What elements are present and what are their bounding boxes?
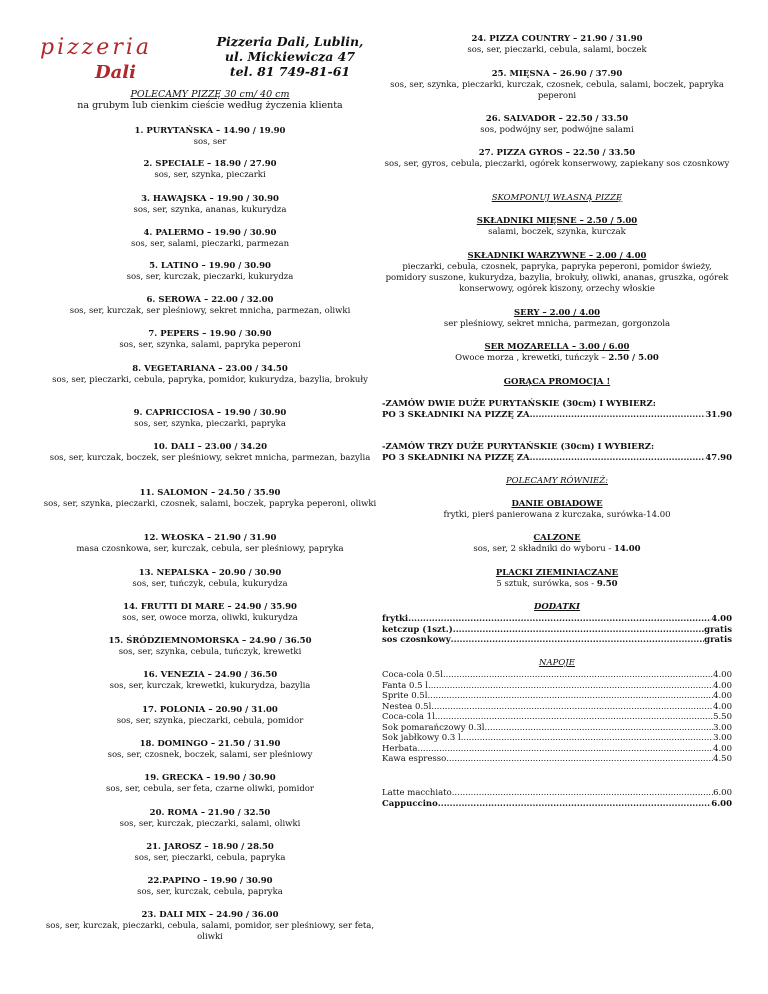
pizza-desc: sos, ser, szynka, pieczarki, czosnek, salami, boczek, papryka peperoni, oliwki [43,499,377,509]
pizza-desc: sos, ser, szynka, ananas, kukurydza [133,205,287,215]
dodatki-title: DODATKI [534,602,580,612]
mozz-title: SER MOZARELLA – 3.00 / 6.00 [484,342,630,352]
pizza-name: 16. VENEZIA – 24.90 / 36.50 [142,670,278,680]
promo-1 [382,399,732,421]
compose-mozz [382,342,732,364]
dots [418,744,714,755]
pizza-item [40,194,380,216]
pizza-item [40,228,380,250]
pizza-name: 17. POLONIA – 20.90 / 31.00 [142,705,278,715]
item-label: Sok pomarańczowy 0.3l [382,722,485,733]
pizza-desc: sos, ser, cebula, ser feta, czarne oliwki, pomidor [106,784,314,794]
meat-title: SKŁADNIKI MIĘSNE – 2.50 / 5.00 [476,216,638,226]
lunch [382,499,732,521]
pizza-desc: masa czosnkowa, ser, kurczak, cebula, ser pleśniowy, papryka [76,544,344,554]
item-price: 4.00 [713,691,732,701]
list-item [382,733,732,744]
pizza-item [382,34,732,56]
list-item [382,702,732,713]
napoje-extra-list [382,788,732,809]
pizza-desc: sos, ser, gyros, cebula, pieczarki, ogórek konserwowy, zapiekany sos czosnkowy [384,159,730,169]
list-item [382,625,732,636]
item-price: gratis [704,624,732,635]
cheese-title: SERY – 2.00 / 4.00 [513,308,601,318]
pizza-item [40,568,380,590]
dots [428,681,713,692]
also-title: POLECAMY RÓWNIEŻ: [505,476,609,486]
pizza-desc: sos, ser, kurczak, boczek, ser pleśniowy, sekret mnicha, parmezan, bazylia [49,453,371,463]
pizza-name: 13. NEPALSKA – 20.90 / 30.90 [138,568,282,578]
pizza-name: 6. SEROWA – 22.00 / 32.00 [146,295,274,305]
pizza-desc: sos, ser, kurczak, pieczarki, kukurydza [126,272,294,282]
item-label: Sok jabłkowy 0.3 l [382,733,461,743]
compose-title: SKOMPONUJ WŁASNĄ PIZZĘ [491,193,623,203]
lunch-title: DANIE OBIADOWE [511,499,603,509]
item-price: 3.00 [713,733,732,743]
promo-1-price: 31.90 [705,410,732,420]
pizza-item [40,364,380,386]
pizza-desc: sos, ser, kurczak, ser pleśniowy, sekret mnicha, parmezan, oliwki [69,306,351,316]
item-price: 6.00 [713,788,732,798]
item-label: Coca-cola 0.5l [382,670,443,680]
mozz-desc: Owoce morza , krewetki, tuńczyk – [455,353,606,363]
dots [461,733,713,744]
pizza-name: 26. SALVADOR – 22.50 / 33.50 [485,114,629,124]
pizza-item [382,114,732,136]
item-label: sos czosnkowy [382,635,451,645]
pizza-name: 12. WŁOSKA – 21.90 / 31.90 [143,533,277,543]
calzone-title: CALZONE [533,533,581,543]
intro [40,89,380,111]
pizza-name: 1. PURYTAŃSKA – 14.90 / 19.90 [134,126,286,136]
compose-title-wrap [382,193,732,204]
pizza-item [40,295,380,317]
item-label: Herbata [382,743,418,754]
pizza-item [40,842,380,864]
pizza-item [40,739,380,761]
pizza-desc: sos, ser, owoce morza, oliwki, kukurydza [122,613,298,623]
item-price: 4.00 [713,743,732,754]
pizza-desc: sos, ser, szynka, pieczarki, papryka [134,419,286,429]
pizza-name: 18. DOMINGO – 21.50 / 31.90 [139,739,281,749]
pizza-name: 24. PIZZA COUNTRY – 21.90 / 31.90 [471,34,643,44]
dots [438,799,712,810]
promo-2-head: -ZAMÓW TRZY DUŻE PURYTAŃSKIE (30cm) I WYBIERZ: [382,442,655,452]
dots [530,453,706,464]
intro-title: POLECAMY PIZZĘ 30 cm/ 40 cm [130,89,290,100]
list-item [382,744,732,755]
pizza-item [40,910,380,943]
pizza-item [40,533,380,555]
calzone-desc: sos, ser, 2 składniki do wyboru - [473,544,614,554]
item-price: 4.50 [713,754,732,764]
list-item [382,788,732,799]
item-price: 4.00 [713,701,732,712]
logo [40,34,180,84]
pizza-item [40,408,380,430]
pizza-name: 10. DALI – 23.00 / 34.20 [152,442,268,452]
pizza-name: 20. ROMA – 21.90 / 32.50 [149,808,271,818]
pizza-desc: sos, ser, pieczarki, cebula, papryka, pomidor, kukurydza, bazylia, brokuły [52,375,368,385]
dots [451,635,704,646]
pizza-desc: sos, ser, czosnek, boczek, salami, ser pleśniowy [107,750,313,760]
pizza-desc: sos, podwójny ser, podwójne salami [480,125,634,135]
dots [435,712,713,723]
item-price: 5.50 [713,712,732,722]
pizza-name: 25. MIĘSNA – 26.90 / 37.90 [491,69,623,79]
item-price: 4.00 [713,670,732,680]
restaurant-name: Pizzeria Dali, Lublin, [216,34,364,49]
dots [452,788,713,799]
list-item [382,723,732,734]
pizza-name: 15. ŚRÓDZIEMNOMORSKA – 24.90 / 36.50 [108,636,312,646]
mozz-price: 2.50 / 5.00 [608,353,659,363]
pizza-desc: sos, ser, salami, pieczarki, parmezan [130,239,290,249]
pizza-item [40,602,380,624]
veg-desc: pieczarki, cebula, czosnek, papryka, papryka peperoni, pomidor świeży, pomidory suszone, kukurydza, bazylia, brokuły, oliwki, ananas, gruszka, ogórek konserwowy, ogórek kiszony, orzechy włoskie [385,262,729,294]
dots [446,754,713,765]
pizza-desc: sos, ser, kurczak, pieczarki, cebula, salami, pomidor, ser pleśniowy, ser feta, oliwki [45,921,375,942]
item-price: gratis [704,635,732,645]
promo-2-price-row [382,453,732,464]
dots [530,410,706,421]
calzone-price: 14.00 [613,544,641,554]
pizza-item [40,442,380,464]
placki [382,568,732,590]
pizza-name: 9. CAPRICCIOSA – 19.90 / 30.90 [133,408,287,418]
list-item [382,635,732,646]
pizza-name: 8. VEGETARIANA – 23.00 / 34.50 [132,364,288,374]
list-item [382,712,732,723]
pizza-name: 11. SALOMON – 24.50 / 35.90 [139,488,281,498]
pizza-desc: sos, ser, szynka, salami, papryka peperoni [119,340,301,350]
promo-2-label: PO 3 SKŁADNIKI NA PIZZĘ ZA [382,453,530,463]
promo-2 [382,442,732,464]
pizza-item [40,159,380,181]
dots [427,691,713,702]
compose-cheese [382,308,732,330]
cheese-desc: ser pleśniowy, sekret mnicha, parmezan, gorgonzola [443,319,671,329]
dots [443,670,713,681]
compose-veg [382,251,732,295]
placki-desc: 5 sztuk, surówka, sos - [496,579,597,589]
item-price: 6.00 [711,798,732,809]
promo-1-label: PO 3 SKŁADNIKI NA PIZZĘ ZA [382,410,530,420]
pizza-item [382,69,732,102]
item-label: Nestea 0.5l [382,701,432,712]
pizza-name: 7. PEPERS – 19.90 / 30.90 [148,329,272,339]
list-item [382,614,732,625]
pizza-name: 22.PAPINO – 19.90 / 30.90 [147,876,273,886]
pizza-desc: sos, ser, szynka, pieczarki [154,170,266,180]
pizza-item [40,876,380,898]
pizza-name: 14. FRUTTI DI MARE – 24.90 / 35.90 [123,602,297,612]
promo-1-price-row [382,410,732,421]
pizza-name: 2. SPECIALE – 18.90 / 27.90 [143,159,277,169]
pizza-desc: sos, ser, kurczak, cebula, papryka [137,887,283,897]
promo-1-head: -ZAMÓW DWIE DUŻE PURYTAŃSKIE (30cm) I WYBIERZ: [382,399,656,409]
napoje-title: NAPOJE [539,658,575,668]
dots [431,702,713,713]
compose-meat [382,216,732,238]
promo-title-wrap [382,377,732,388]
pizza-name: 4. PALERMO – 19.90 / 30.90 [143,228,277,238]
dots [408,614,711,625]
pizza-name: 3. HAWAJSKA – 19.90 / 30.90 [141,194,279,204]
restaurant-address: ul. Mickiewicza 47 [224,49,356,64]
pizza-name: 21. JAROSZ – 18.90 / 28.50 [146,842,274,852]
meat-desc: salami, boczek, szynka, kurczak [488,227,626,237]
pizza-desc: sos, ser [193,137,227,147]
pizza-desc: sos, ser, kurczak, krewetki, kukurydza, bazylia [109,681,311,691]
pizza-item [40,808,380,830]
pizza-item [40,329,380,351]
pizza-desc: sos, ser, pieczarki, cebula, salami, boczek [467,45,647,55]
pizza-desc: sos, ser, szynka, pieczarki, cebula, pomidor [116,716,304,726]
list-item [382,681,732,692]
pizza-desc: sos, ser, szynka, cebula, tuńczyk, krewetki [118,647,302,657]
item-label: Sprite 0.5l [382,691,428,701]
item-label: Coca-cola 1l [382,712,435,722]
napoje-list [382,670,732,765]
dots [484,723,713,734]
pizza-item [40,636,380,658]
list-item [382,799,732,810]
pizza-name: 5. LATINO – 19.90 / 30.90 [149,261,271,271]
dodatki-title-wrap [382,602,732,613]
item-price: 4.00 [713,680,732,691]
pizza-desc: sos, ser, kurczak, pieczarki, salami, oliwki [119,819,301,829]
pizza-desc: sos, ser, tuńczyk, cebula, kukurydza [132,579,288,589]
dots [453,625,704,636]
item-label: ketczup (1szt.) [382,624,453,635]
pizza-desc: sos, ser, szynka, pieczarki, kurczak, czosnek, cebula, salami, boczek, papryka peperoni [390,80,724,101]
item-label: Latte macchiato [382,788,452,798]
also-title-wrap [382,476,732,487]
restaurant-header [210,34,370,79]
item-label: frytki [382,614,409,624]
pizza-name: 23. DALI MIX – 24.90 / 36.00 [141,910,279,920]
pizza-name: 27. PIZZA GYROS – 22.50 / 33.50 [478,148,636,158]
pizza-item [40,670,380,692]
placki-price: 9.50 [596,579,618,589]
pizza-item [40,488,380,510]
promo-2-price: 47.90 [705,453,732,463]
pizza-item [40,705,380,727]
napoje-title-wrap [382,658,732,669]
pizza-name: 19. GRECKA – 19.90 / 30.90 [144,773,276,783]
lunch-desc: frytki, pierś panierowana z kurczaka, surówka-14.00 [443,510,671,520]
restaurant-phone: tel. 81 749-81-61 [229,64,351,79]
item-price: 3.00 [713,722,732,733]
pizza-item [40,261,380,283]
item-label: Fanta 0.5 l [382,680,428,691]
item-price: 4.00 [711,614,732,624]
pizza-item [40,126,380,148]
intro-subtitle: na grubym lub cienkim cieście według życzenia klienta [77,100,343,111]
pizza-item [382,148,732,170]
svg-text:pizzeria: pizzeria [40,35,152,60]
pizza-desc: sos, ser, pieczarki, cebula, papryka [134,853,286,863]
list-item [382,691,732,702]
dodatki-list [382,614,732,646]
placki-title: PLACKI ZIEMINIACZANE [495,568,619,578]
promo-title: GORĄCA PROMOCJA ! [503,377,611,387]
pizza-item [40,773,380,795]
item-label: Kawa espresso [382,754,447,764]
calzone [382,533,732,555]
list-item [382,670,732,681]
veg-title: SKŁADNIKI WARZYWNE – 2.00 / 4.00 [467,251,647,261]
svg-text:Dali: Dali [95,62,136,83]
list-item [382,754,732,765]
item-label: Cappuccino [382,798,438,809]
pizzeria-logo-icon [40,34,180,84]
